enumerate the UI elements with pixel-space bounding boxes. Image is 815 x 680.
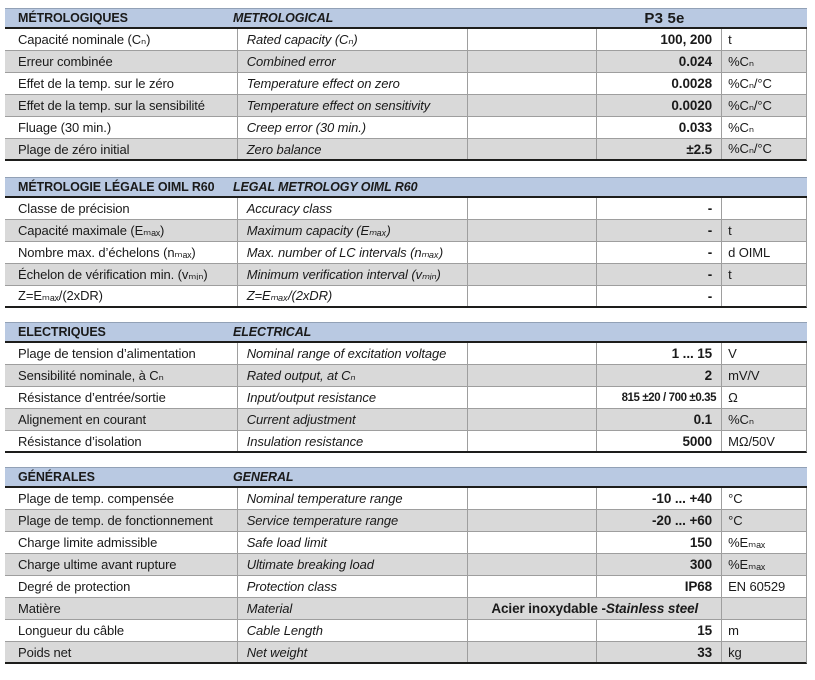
label-en: Minimum verification interval (vₘᵢₙ) [237,264,468,285]
table-row [5,365,807,387]
table-row [5,29,807,51]
value-cell: -20 ... +60 [596,510,721,531]
spacer-cell [467,198,596,219]
value-cell: 2 [596,365,721,386]
label-en: Max. number of LC intervals (nₘₐₓ) [237,242,468,263]
label-en: Combined error [237,51,468,72]
unit-cell: %Cₙ [721,51,806,72]
table-row-material [5,598,807,620]
table-row [5,139,807,161]
label-en: Service temperature range [237,510,468,531]
label-en: Rated output, at Cₙ [237,365,468,386]
material-value-fr: Acier inoxydable - [491,601,606,616]
value-cell: 100, 200 [596,29,721,50]
value-cell: 150 [596,532,721,553]
label-fr: Poids net [18,644,72,660]
section-title-en: ELECTRICAL [233,325,312,339]
table-row [5,264,807,286]
label-en: Temperature effect on sensitivity [237,95,468,116]
spacer-cell [467,139,596,159]
value-cell: 33 [596,642,721,662]
label-en: Material [237,598,468,619]
table-row [5,95,807,117]
label-en: Current adjustment [237,409,468,430]
unit-cell: %Cₙ/°C [721,95,806,116]
label-fr: Charge ultime avant rupture [18,557,177,572]
unit-cell: %Cₙ/°C [721,73,806,94]
section-title-fr: MÉTROLOGIE LÉGALE OIML R60 [18,180,215,194]
unit-cell: °C [721,510,806,531]
section-metrological [5,8,807,161]
label-fr: Sensibilité nominale, à Cₙ [18,367,164,383]
label-en: Insulation resistance [237,431,468,451]
table-row [5,620,807,642]
datasheet-spec-table [0,8,815,680]
table-row [5,51,807,73]
unit-cell [721,598,806,619]
spacer-cell [467,220,596,241]
label-fr: Nombre max. d’échelons (nₘₐₓ) [18,244,196,260]
unit-cell [721,286,806,306]
value-cell: 0.024 [596,51,721,72]
table-row [5,409,807,431]
section-header [5,467,807,488]
label-fr: Z=Eₘₐₓ/(2xDR) [18,288,103,303]
section-header [5,8,807,29]
section-title-fr: GÉNÉRALES [18,470,95,484]
spacer-cell [467,620,596,641]
spacer-cell [467,642,596,662]
label-fr: Classe de précision [18,201,130,216]
table-row [5,242,807,264]
label-en: Nominal temperature range [237,488,468,509]
spacer-cell [467,95,596,116]
unit-cell: d OIML [721,242,806,263]
section-general [5,467,807,664]
label-en: Net weight [237,642,468,662]
spacer-cell [467,387,596,408]
spacer-cell [467,365,596,386]
value-cell: 1 ... 15 [596,343,721,364]
value-cell: 300 [596,554,721,575]
unit-cell: °C [721,488,806,509]
value-cell: 815 ±20 / 700 ±0.35 [596,387,721,408]
value-cell-merged [467,598,721,619]
spacer-cell [467,576,596,597]
section-header [5,322,807,343]
spacer-cell [467,286,596,306]
label-fr: Résistance d’entrée/sortie [18,390,166,405]
label-fr: Erreur combinée [18,54,113,69]
unit-cell: mV/V [721,365,806,386]
label-en: Z=Eₘₐₓ/(2xDR) [237,286,468,306]
unit-cell: %Cₙ/°C [721,139,806,159]
section-title-en: GENERAL [233,470,294,484]
label-en: Temperature effect on zero [237,73,468,94]
unit-cell: t [721,220,806,241]
unit-cell: t [721,29,806,50]
table-row [5,554,807,576]
value-cell: 0.1 [596,409,721,430]
table-row [5,343,807,365]
value-cell: - [596,220,721,241]
spacer-cell [467,117,596,138]
table-row [5,117,807,139]
table-row [5,286,807,308]
spacer-cell [467,29,596,50]
value-cell: 0.0028 [596,73,721,94]
label-en: Ultimate breaking load [237,554,468,575]
label-fr: Charge limite admissible [18,535,158,550]
unit-cell: MΩ/50V [721,431,806,451]
spacer-cell [467,431,596,451]
label-en: Protection class [237,576,468,597]
value-cell: -10 ... +40 [596,488,721,509]
unit-cell: Ω [721,387,806,408]
table-row [5,576,807,598]
label-en: Zero balance [237,139,468,159]
label-fr: Résistance d’isolation [18,433,142,449]
label-fr: Capacité nominale (Cₙ) [18,31,151,47]
value-cell: ±2.5 [596,139,721,159]
unit-cell: EN 60529 [721,576,806,597]
table-row [5,220,807,242]
label-fr: Échelon de vérification min. (vₘᵢₙ) [18,266,208,282]
label-fr: Capacité maximale (Eₘₐₓ) [18,222,165,238]
label-en: Rated capacity (Cₙ) [237,29,468,50]
unit-cell: %Cₙ [721,409,806,430]
value-cell: 15 [596,620,721,641]
label-fr: Plage de temp. de fonctionnement [18,513,213,528]
label-fr: Alignement en courant [18,412,146,427]
label-en: Creep error (30 min.) [237,117,468,138]
section-title-fr: ELECTRIQUES [18,325,106,339]
label-fr: Plage de zéro initial [18,141,130,157]
spacer-cell [467,510,596,531]
unit-cell: t [721,264,806,285]
spacer-cell [467,532,596,553]
label-fr: Effet de la temp. sur la sensibilité [18,98,205,113]
label-fr: Plage de tension d’alimentation [18,346,196,361]
label-fr: Longueur du câble [18,623,125,638]
value-cell: - [596,264,721,285]
table-row [5,532,807,554]
spacer-cell [467,409,596,430]
spacer-cell [467,242,596,263]
material-value-en: Stainless steel [605,601,699,616]
spacer-cell [467,51,596,72]
section-legal-metrology [5,177,807,308]
unit-cell: kg [721,642,806,662]
section-title-en: LEGAL METROLOGY OIML R60 [233,180,418,194]
value-cell: 0.033 [596,117,721,138]
table-row [5,510,807,532]
spacer-cell [467,488,596,509]
value-cell: - [596,242,721,263]
section-header [5,177,807,198]
label-fr: Plage de temp. compensée [18,491,174,506]
label-en: Maximum capacity (Eₘₐₓ) [237,220,468,241]
table-row [5,488,807,510]
value-cell: - [596,198,721,219]
spacer-cell [467,554,596,575]
value-cell: 0.0020 [596,95,721,116]
table-row [5,642,807,664]
table-row [5,387,807,409]
table-row [5,431,807,453]
value-cell: IP68 [596,576,721,597]
section-electrical [5,322,807,453]
label-en: Cable Length [237,620,468,641]
table-row [5,198,807,220]
unit-cell: %Eₘₐₓ [721,554,806,575]
label-en: Nominal range of excitation voltage [237,343,468,364]
label-en: Safe load limit [237,532,468,553]
unit-cell: %Eₘₐₓ [721,532,806,553]
unit-cell: V [721,343,806,364]
spacer-cell [467,264,596,285]
section-title-fr: MÉTROLOGIQUES [18,11,128,25]
spacer-cell [467,343,596,364]
model-badge: P3 5e [644,9,685,27]
table-row [5,73,807,95]
value-cell: 5000 [596,431,721,451]
label-en: Accuracy class [237,198,468,219]
label-fr: Effet de la temp. sur le zéro [18,76,174,91]
unit-cell [721,198,806,219]
label-en: Input/output resistance [237,387,468,408]
spacer-cell [467,73,596,94]
unit-cell: %Cₙ [721,117,806,138]
label-fr: Degré de protection [18,579,131,594]
label-fr: Fluage (30 min.) [18,120,112,135]
unit-cell: m [721,620,806,641]
label-fr: Matière [18,601,61,616]
section-title-en: METROLOGICAL [233,11,334,25]
value-cell: - [596,286,721,306]
